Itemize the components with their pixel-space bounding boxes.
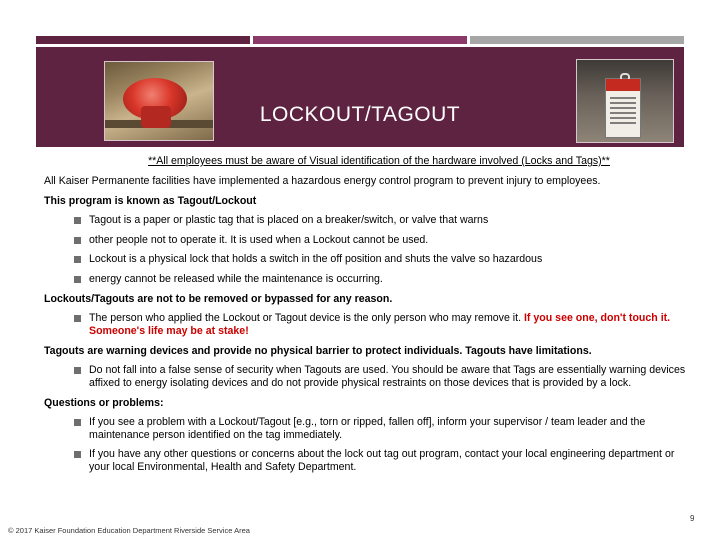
list-item: other people not to operate it. It is used when a Lockout cannot be used. (44, 234, 694, 247)
title-header (36, 47, 684, 147)
danger-tag (605, 78, 641, 138)
accent-bar-middle (253, 36, 467, 44)
safety-warning-text: If you see one, don't touch it. Someone's life may be at stake! (89, 312, 671, 337)
accent-bar-left (36, 36, 250, 44)
page-number: 9 (690, 514, 695, 523)
list-item: Tagout is a paper or plastic tag that is placed on a breaker/switch, or valve that warns (44, 214, 694, 227)
list-item: If you have any other questions or concerns about the lock out tag out program, contact your local engineering department or your local Environmental, Health and Safety Department. (44, 448, 694, 473)
bullet-square-icon (74, 451, 81, 458)
slide-title: LOCKOUT/TAGOUT (259, 103, 461, 126)
copyright-footer: © 2017 Kaiser Foundation Education Department Riverside Service Area (8, 526, 250, 535)
list-item: The person who applied the Lockout or Tagout device is the only person who may remove it. If you see one, don't touch it. Someone's life may be at stake! (44, 312, 694, 337)
lockout-device-photo (104, 61, 214, 141)
intro-text: All Kaiser Permanente facilities have implemented a hazardous energy control program to prevent injury to employees. (44, 175, 601, 187)
bullet-square-icon (74, 237, 81, 244)
list-item: energy cannot be released while the maintenance is occurring. (44, 273, 694, 286)
bullet-square-icon (74, 367, 81, 374)
accent-bar-right (470, 36, 684, 44)
visual-identification-notice: **All employees must be aware of Visual identification of the hardware involved (Locks and Tags)** (148, 155, 610, 167)
list-item: Do not fall into a false sense of security when Tagouts are used. You should be aware that Tags are essentially warning devices affixed to energy isolating devices and do not provide physical restraints on those devices that is provided by a lock. (44, 364, 694, 389)
list-item: Lockout is a physical lock that holds a switch in the off position and shuts the valve so hazardous (44, 253, 694, 266)
bullet-square-icon (74, 256, 81, 263)
tagout-tag-photo (576, 59, 674, 143)
removal-heading: Lockouts/Tagouts are not to be removed or bypassed for any reason. (44, 293, 393, 305)
bullet-square-icon (74, 276, 81, 283)
tag-danger-band (606, 79, 640, 91)
bullet-square-icon (74, 217, 81, 224)
tagout-limitations-heading: Tagouts are warning devices and provide no physical barrier to protect individuals. Tagouts have limitations. (44, 345, 592, 357)
program-heading: This program is known as Tagout/Lockout (44, 195, 257, 207)
questions-heading: Questions or problems: (44, 397, 164, 409)
bullet-square-icon (74, 419, 81, 426)
bullet-square-icon (74, 315, 81, 322)
list-item: If you see a problem with a Lockout/Tagout [e.g., torn or ripped, fallen off], inform your supervisor / team leader and the maintenance person identified on the tag immediately. (44, 416, 694, 441)
slide-body (44, 155, 694, 473)
tag-text-lines (610, 97, 636, 127)
